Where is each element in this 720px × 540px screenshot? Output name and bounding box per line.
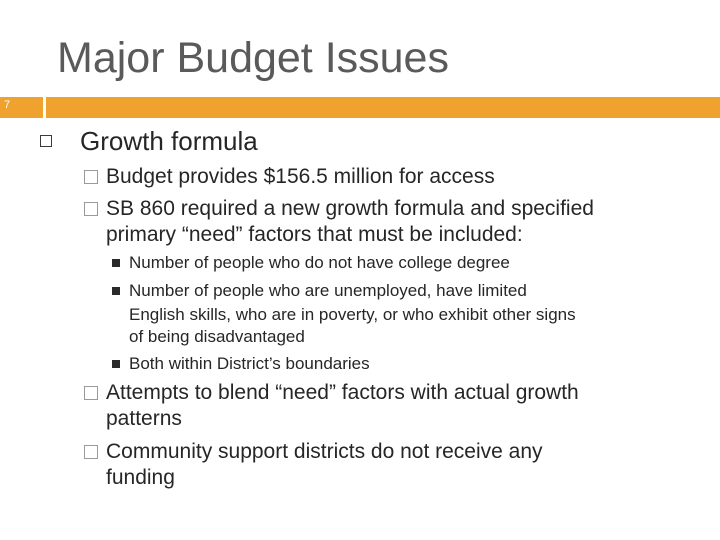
checkbox-bullet-icon: [84, 170, 98, 184]
sub-bullet-text: Community support districts do not receive any: [106, 440, 543, 463]
hollow-square-bullet-icon: [40, 135, 52, 147]
slide-title: Major Budget Issues: [57, 34, 449, 82]
sub-bullet-text: Attempts to blend “need” factors with actual growth: [106, 381, 579, 404]
checkbox-bullet-icon: [84, 445, 98, 459]
sub-bullet-text: SB 860 required a new growth formula and specified: [106, 197, 594, 220]
accent-bar: [46, 97, 720, 118]
checkbox-bullet-icon: [84, 202, 98, 216]
sub-sub-bullet-text: Number of people who do not have college degree: [129, 253, 510, 272]
sub-sub-bullet-text: Number of people who are unemployed, have limited: [129, 281, 527, 300]
sub-sub-bullet-text: English skills, who are in poverty, or who exhibit other signs: [129, 305, 576, 324]
square-bullet-icon: [112, 259, 120, 267]
sub-sub-bullet-text: of being disadvantaged: [129, 327, 305, 346]
sub-bullet-text: primary “need” factors that must be included:: [106, 223, 523, 246]
square-bullet-icon: [112, 287, 120, 295]
sub-bullet-text: funding: [106, 466, 175, 489]
slide-number-block: [0, 97, 43, 118]
sub-bullet-text: patterns: [106, 407, 182, 430]
sub-sub-bullet-text: Both within District’s boundaries: [129, 354, 370, 373]
bullet-text: Growth formula: [80, 126, 258, 156]
square-bullet-icon: [112, 360, 120, 368]
slide-number: 7: [4, 99, 11, 111]
sub-bullet-text: Budget provides $156.5 million for access: [106, 165, 495, 188]
checkbox-bullet-icon: [84, 386, 98, 400]
